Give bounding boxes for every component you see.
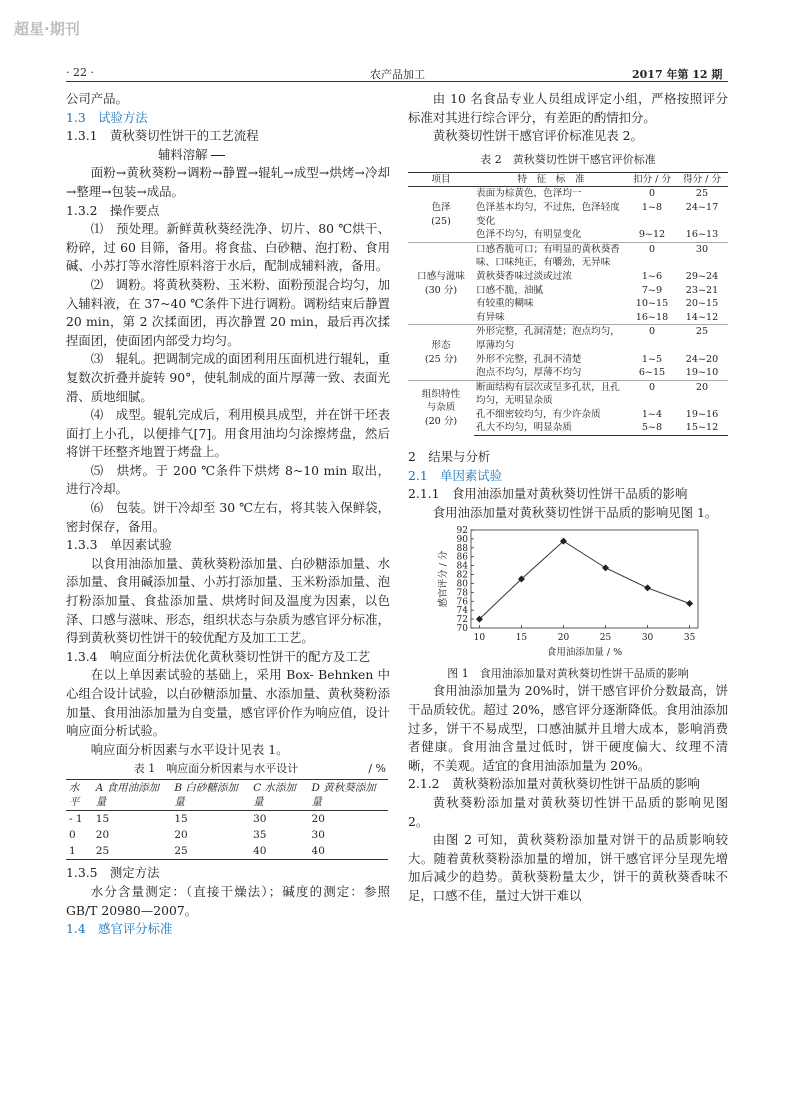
table-cell: 20 [95,829,110,842]
data-point [644,585,651,592]
table-cell: 24~20 [685,353,719,365]
table-cell: 7~9 [641,284,663,296]
paragraph: 水分含量测定：（直接干燥法）；碱度的测定：参照 GB/T 20980—2007。 [66,883,390,918]
figure1-caption: 图 1 食用油添加量对黄秋葵切性饼干品质的影响 [447,667,689,681]
x-tick-label: 25 [599,633,612,644]
table-cell: 16~18 [635,311,669,323]
y-tick-label: 78 [456,588,468,599]
table-cell: 0 [628,380,676,408]
subsection-heading: 1.3.4 响应面分析法优化黄秋葵切性饼干的配方及工艺 [66,648,371,664]
left-column [66,90,390,939]
table-cell: 20 [174,829,188,842]
operation-step: ⑷ 成型。辊轧完成后，利用模具成型，并在饼干坯表面打上小孔，以便排气[7]。用食用油均匀涂擦烤盘，然后将饼干坯整齐地置于烤盘上。 [66,407,390,460]
table-cell: 1 [66,843,93,860]
table2-item-label: 色泽 [431,201,451,213]
x-axis-label: 食用油添加量 / % [546,647,623,659]
paragraph: 响应面分析因素与水平设计见表 1。 [90,741,289,757]
table-cell: 口感不脆，油腻 [476,284,544,296]
data-point [686,600,693,607]
subsection-heading: 1.3.3 单因素试验 [66,537,172,553]
table-cell: 0 [628,325,676,353]
table-cell: 孔不细密较均匀，有少许杂质 [476,408,601,420]
table-cell: 25 [695,188,709,200]
table-cell: 19~16 [685,408,719,420]
table-cell: 16~13 [685,229,719,241]
paragraph: 食用油添加量为 20%时，饼干感官评价分数最高，饼干品质较优。超过 20%，感官评分逐渐降低。食用油添加过多，饼干不易成型，口感油腻并且增大成本，影响消费者健康。食用油含量过低时，饼干硬度偏大、纹理不清晰，不美观。适宜的食用油添加量为 20%。 [408,683,728,773]
table-cell: 24~17 [685,201,719,213]
table2-caption: 表 2 黄秋葵切性饼干感官评价标准 [480,152,656,166]
section-heading: 2.1 单因素试验 [408,467,503,483]
x-tick-label: 30 [641,633,654,644]
issue-label: 2017 年第 12 期 [632,68,723,81]
table-row [408,242,728,270]
table1-header: A 食用油添加量 [93,780,172,811]
operation-step: ⑸ 烘烤。于 200 ℃条件下烘烤 8~10 min 取出，进行冷却。 [66,462,390,497]
subsection-heading: 2.1.2 黄秋葵粉添加量对黄秋葵切性饼干品质的影响 [408,776,700,792]
table2-item-label: (25 分) [424,353,458,365]
table-cell: 25 [676,325,728,353]
table-row [408,325,728,353]
table2-item-label: 口感与滋味 [417,270,465,282]
table-cell: 色泽不均匀，有明显变化 [476,229,582,241]
table-cell: 30 [311,829,325,842]
table-cell: 15 [174,813,188,826]
paragraph: 黄秋葵切性饼干感官评价标准见表 2。 [432,128,643,144]
paragraph: 在以上单因素试验的基础上，采用 Box- Behnken 中心组合设计试验，以白砂糖添加量、水添加量、黄秋葵粉添加量、食用油添加量为自变量，感官评价作为响应值，设计响应面分析试验。 [66,667,390,739]
table-cell: 20~15 [685,298,719,310]
table-row [408,380,728,408]
table-cell: 25 [93,843,172,860]
table-cell: 1~8 [641,201,663,213]
y-tick-label: 88 [456,544,468,555]
table2-item [408,325,474,380]
subsection-heading: 1.3.2 操作要点 [66,202,160,218]
table-cell: 10~15 [635,298,669,310]
table-cell: 14~12 [685,311,719,323]
table-cell: 40 [250,843,308,860]
table-cell: 30 [253,813,267,826]
subsection-heading: 2.1.1 食用油添加量对黄秋葵切性饼干品质的影响 [408,486,688,502]
table-cell: 20 [676,380,728,408]
y-tick-label: 84 [456,562,468,573]
table-row [408,187,728,201]
table1-header: 水平 [66,780,93,811]
operation-step: ⑹ 包装。饼干冷却至 30 ℃左右，将其装入保鲜袋，密封保存，备用。 [66,500,390,534]
y-tick-label: 76 [456,597,468,608]
table2-item-label: (25) [431,215,451,227]
paragraph: 由图 2 可知，黄秋葵粉添加量对饼干的品质影响较大。随着黄秋葵粉添加量的增加，饼干感官评分呈现先增加后减少的趋势。黄秋葵粉量太少，饼干的黄秋葵香味不足，口感不佳，量过大饼干难以 [408,832,728,903]
section-heading: 1.3 试验方法 [66,109,148,125]
paragraph: 公司产品。 [66,91,128,106]
operation-step: ⑴ 预处理。新鲜黄秋葵经洗净、切片、80 ℃烘干、粉碎，过 60 目筛，备用。将食盐、白砂糖、泡打粉、食用碱、小苏打等水溶性原料溶于水后，配制成辅料液，备用。 [66,221,390,274]
table-cell: 6~15 [638,367,666,379]
table-cell: 口感香脆可口；有明显的黄秋葵香味、口味纯正，有嚼劲，无异味 [474,242,628,270]
table2-item [408,242,474,325]
table-cell: 9~12 [638,229,666,241]
table-cell: 0 [628,242,676,270]
x-tick-label: 15 [515,633,528,644]
table-cell: 5~8 [628,421,676,435]
table-cell: 30 [676,242,728,270]
paragraph: 食用油添加量对黄秋葵切性饼干品质的影响见图 1。 [432,504,718,520]
section-heading: 2 结果与分析 [408,449,491,465]
table-cell: 40 [309,843,388,860]
table2-header: 项目 [408,172,474,187]
paragraph: 由 10 名食品专业人员组成评定小组，严格按照评分标准对其进行综合评分，有差距的酌情扣分。 [408,91,728,125]
y-tick-label: 90 [456,535,468,546]
page-number: · 22 · [66,66,94,79]
y-axis-label: 感官评分 / 分 [438,551,449,608]
data-point [602,565,609,572]
table-cell: 孔大不均匀，明显杂质 [474,421,628,435]
table2-item-label: 组织特性 [421,388,461,400]
subsection-heading: 1.3.1 黄秋葵切性饼干的工艺流程 [66,128,259,144]
table2-item-label: (20 分) [424,415,458,427]
table-cell: 色泽基本均匀，不过焦，色泽轻度变化 [476,201,620,227]
table-cell: 23~21 [685,284,719,296]
table-cell: 外形不完整，孔洞不清楚 [476,353,582,365]
table-cell: 有较重的糊味 [476,298,534,310]
table2-header: 得分 / 分 [676,172,728,187]
flow-aux: 辅料溶解 [66,146,390,165]
subsection-heading: 1.3.5 测定方法 [66,865,160,881]
watermark-logo: 超星·期刊 [14,20,80,38]
y-tick-label: 72 [456,615,468,626]
y-tick-label: 82 [456,570,468,581]
operation-step: ⑶ 辊轧。把调制完成的面团利用压面机进行辊轧，重复数次折叠并旋转 90°，使轧制成的面片厚薄一致、表面光滑、质地细腻。 [66,351,390,404]
table-cell: 断面结构有层次或呈多孔状，且孔均匀，无明显杂质 [474,380,628,408]
table-cell: 黄秋葵香味过淡或过浓 [476,270,572,282]
x-tick-label: 10 [473,633,486,644]
table-cell: 15~12 [676,421,728,435]
table-cell: 29~24 [685,270,719,282]
table2-item-label: (30 分) [424,284,458,296]
table-row [66,827,388,843]
table-cell: 泡点不均匀，厚薄不均匀 [476,367,582,379]
table1 [66,779,388,860]
table1-header: B 白砂糖添加量 [171,780,250,811]
table2-item-label: 与杂质 [426,402,456,414]
figure1-chart [408,522,728,662]
table-cell: 25 [171,843,250,860]
right-column [408,90,728,906]
table2-header: 特 征 标 准 [474,172,628,187]
table2-item-label: 形态 [431,339,451,351]
series-line [479,542,689,620]
table2-item [408,380,474,435]
y-tick-label: 70 [456,624,468,635]
table-cell: 0 [69,829,76,842]
y-tick-label: 86 [456,553,468,564]
y-tick-label: 80 [456,579,468,590]
paragraph: 以食用油添加量、黄秋葵粉添加量、白砂糖添加量、水添加量、食用碱添加量、小苏打添加量、玉米粉添加量、泡打粉添加量、食盐添加量、烘烤时间及温度为因素，以色泽、口感与滋味、形态，组织状态与杂质为感官评分标准，得到黄秋葵切性饼干的较优配方及加工工艺。 [66,555,390,646]
table1-header: D 黄秋葵添加量 [309,780,388,811]
table1-header: C 水添加量 [250,780,308,811]
table-cell: 15 [95,813,110,826]
operation-step: ⑵ 调粉。将黄秋葵粉、玉米粉、面粉预混合均匀，加入辅料液，在 37~40 ℃条件下进行调粉。调粉结束后静置 20 min，第 2 次揉面团，再次静置 20 min，最后再次揉捏面团，使面团内部受力均匀。 [66,276,390,348]
x-tick-label: 35 [683,633,696,644]
table1-caption: 表 1 响应面分析因素与水平设计 [133,762,299,776]
process-flow: 面粉→黄秋葵粉→调粉→静置→辊轧→成型→烘烤→冷却→整理→包装→成品。 [66,165,390,199]
x-tick-label: 20 [557,633,570,644]
table2-header: 扣分 / 分 [628,172,676,187]
table-cell: 外形完整，孔洞清楚；泡点均匀，厚薄均匀 [474,325,628,353]
table2-item [408,187,474,242]
table-cell: 1~6 [641,270,663,282]
section-heading: 1.4 感官评分标准 [66,921,173,937]
table-cell: 35 [253,829,267,842]
table-cell: 表面为棕黄色，色泽均一 [476,188,582,200]
table-cell: 19~10 [685,367,719,379]
table-cell: 1~5 [641,353,663,365]
table-cell: - 1 [69,813,83,826]
table2 [408,172,728,436]
table-row [66,843,388,860]
journal-name: 农产品加工 [370,68,425,81]
y-tick-label: 92 [456,526,468,537]
table-cell: 1~4 [641,408,663,420]
table1-caption-row [66,761,390,779]
table-cell: 有异味 [476,311,505,323]
table-row [66,811,388,828]
header-rule [66,81,728,82]
table1-unit: / % [368,762,386,776]
table-cell: 20 [311,813,325,826]
plot-frame [471,530,698,628]
y-tick-label: 74 [456,606,468,617]
paragraph: 黄秋葵粉添加量对黄秋葵切性饼干品质的影响见图 2。 [408,795,728,829]
table-cell: 0 [648,188,656,200]
